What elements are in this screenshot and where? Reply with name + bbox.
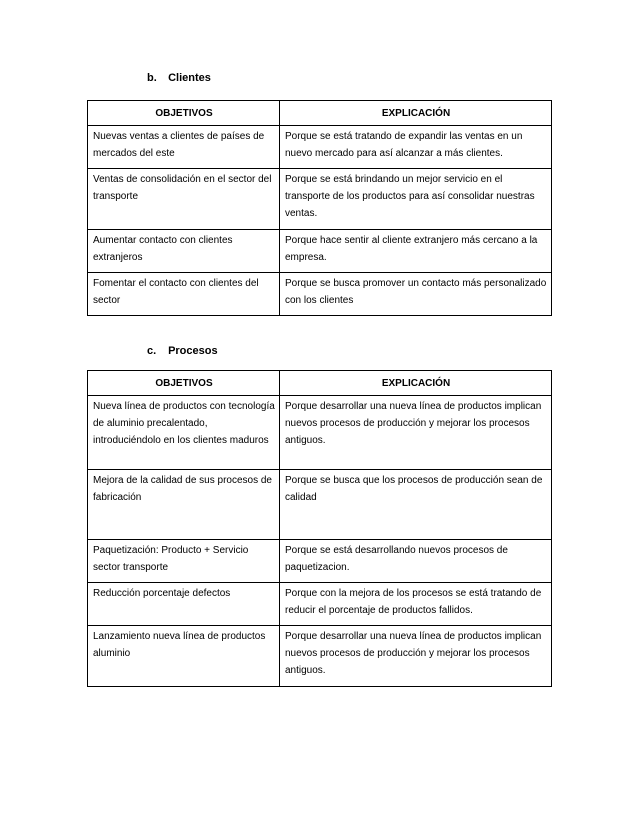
explicacion-cell: Porque hace sentir al cliente extranjero más cercano a la empresa. xyxy=(280,230,552,273)
header-objetivos: OBJETIVOS xyxy=(88,101,280,126)
objetivo-cell: Fomentar el contacto con clientes del sector xyxy=(88,273,280,316)
objetivo-cell: Ventas de consolidación en el sector del transporte xyxy=(88,169,280,230)
explicacion-cell: Porque desarrollar una nueva línea de productos implican nuevos procesos de producción y mejorar los procesos antiguos. xyxy=(280,396,552,470)
section-title: Clientes xyxy=(168,72,211,84)
clientes-table xyxy=(87,100,552,316)
table-row xyxy=(88,273,552,316)
table-row xyxy=(88,540,552,583)
explicacion-cell: Porque se busca que los procesos de producción sean de calidad xyxy=(280,470,552,540)
table-row xyxy=(88,626,552,687)
explicacion-cell: Porque se está desarrollando nuevos procesos de paquetizacion. xyxy=(280,540,552,583)
objetivo-cell: Aumentar contacto con clientes extranjeros xyxy=(88,230,280,273)
table-header-row xyxy=(88,371,552,396)
table-row xyxy=(88,583,552,626)
objetivo-cell: Lanzamiento nueva línea de productos aluminio xyxy=(88,626,280,687)
explicacion-cell: Porque se está brindando un mejor servicio en el transporte de los productos para así consolidar nuestras ventas. xyxy=(280,169,552,230)
table-row xyxy=(88,230,552,273)
explicacion-cell: Porque con la mejora de los procesos se está tratando de reducir el porcentaje de productos fallidos. xyxy=(280,583,552,626)
table-row xyxy=(88,126,552,169)
objetivo-cell: Nuevas ventas a clientes de países de mercados del este xyxy=(88,126,280,169)
table-row xyxy=(88,396,552,470)
section-heading-clientes xyxy=(147,72,211,84)
objetivo-cell: Paquetización: Producto + Servicio sector transporte xyxy=(88,540,280,583)
header-objetivos: OBJETIVOS xyxy=(88,371,280,396)
procesos-table xyxy=(87,370,552,687)
explicacion-cell: Porque se busca promover un contacto más personalizado con los clientes xyxy=(280,273,552,316)
section-marker: c. xyxy=(147,345,157,357)
header-explicacion: EXPLICACIÓN xyxy=(280,371,552,396)
section-heading-procesos xyxy=(147,345,218,357)
section-marker: b. xyxy=(147,72,157,84)
table-row xyxy=(88,470,552,540)
objetivo-cell: Nueva línea de productos con tecnología de aluminio precalentado, introduciéndolo en los clientes maduros xyxy=(88,396,280,470)
objetivo-cell: Mejora de la calidad de sus procesos de fabricación xyxy=(88,470,280,540)
table-row xyxy=(88,169,552,230)
section-title: Procesos xyxy=(168,345,218,357)
objetivo-cell: Reducción porcentaje defectos xyxy=(88,583,280,626)
header-explicacion: EXPLICACIÓN xyxy=(280,101,552,126)
explicacion-cell: Porque se está tratando de expandir las ventas en un nuevo mercado para así alcanzar a más clientes. xyxy=(280,126,552,169)
table-header-row xyxy=(88,101,552,126)
explicacion-cell: Porque desarrollar una nueva línea de productos implican nuevos procesos de producción y mejorar los procesos antiguos. xyxy=(280,626,552,687)
